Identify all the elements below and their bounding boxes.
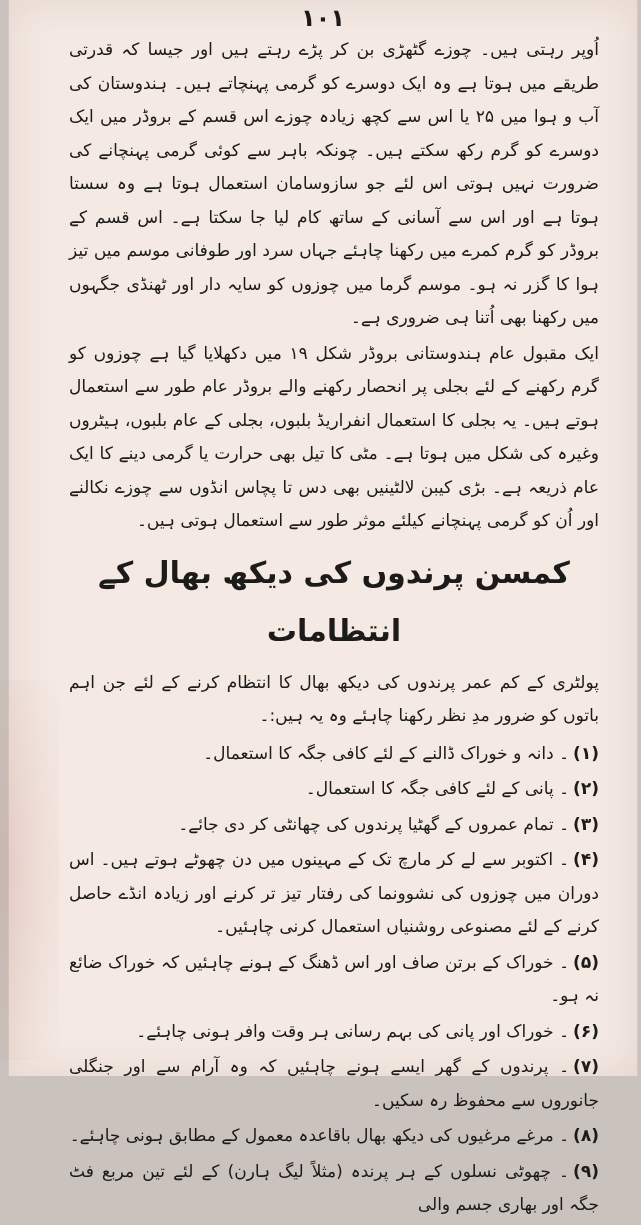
page-stain xyxy=(0,680,59,1060)
list-item xyxy=(69,844,599,945)
care-list xyxy=(69,738,599,1223)
list-item xyxy=(69,809,599,843)
list-item-number: (۹) xyxy=(573,1161,599,1182)
paragraph-brooder-heat: اُوپر رہتی ہیں۔ چوزے گٹھڑی بن کر پڑے رہتے ہیں اور جیسا کہ قدرتی طریقے میں ہوتا ہے وہ ایک دوسرے کو گرمی پہنچاتے ہیں۔ ہندوستان کی آب و ہوا میں ۲۵ یا اس سے کچھ زیادہ چوزے اس قسم کے بروڈر میں ایک دوسرے کو گرم رکھ سکتے ہیں۔ چونکہ باہر سے کوئی گرمی پہنچانے کی ضرورت نہیں ہوتی اس لئے جو سازوسامان استعمال ہوتا ہے وہ سستا ہوتا ہے اور اس سے آسانی کے ساتھ کام لیا جا سکتا ہے۔ اس قسم کے بروڈر کو گرم کمرے میں رکھنا چاہئے جہاں سرد اور طوفانی موسم میں تیز ہوا کا گزر نہ ہو۔ موسم گرما میں چوزوں کو سایہ دار اور ٹھنڈی جگہوں میں رکھنا بھی اُتنا ہی ضروری ہے۔ xyxy=(69,40,599,328)
list-item xyxy=(69,1051,599,1118)
list-item xyxy=(69,1120,599,1154)
book-page xyxy=(8,0,638,1215)
list-item-text: ۔ خوراک اور پانی کی بہم رسانی ہر وقت وافر ہونی چاہئے۔ xyxy=(136,1021,570,1042)
list-item-number: (۶) xyxy=(573,1021,599,1042)
paragraph-indian-brooder: ایک مقبول عام ہندوستانی بروڈر شکل ۱۹ میں دکھلایا گیا ہے چوزوں کو گرم رکھنے کے لئے بجلی پر انحصار رکھنے والے بروڈر عام طور سے استعمال ہوتے ہیں۔ یہ بجلی کا استعمال انفراریڈ بلبوں، بجلی کے عام بلبوں، ہیٹروں وغیرہ کی شکل میں ہوتا ہے۔ مٹی کا تیل بھی حرارت یا گرمی دینے کا ایک عام ذریعہ ہے۔ بڑی کیبن لالٹینیں بھی دس تا پچاس انڈوں سے چوزے نکالنے اور اُن کو گرمی پہنچانے کیلئے موثر طور سے استعمال ہوتی ہیں۔ xyxy=(69,343,599,531)
list-item-text: ۔ پرندوں کے گھر ایسے ہونے چاہئیں کہ وہ آرام سے اور جنگلی جانوروں سے محفوظ رہ سکیں۔ xyxy=(69,1057,599,1111)
section-intro: پولٹری کے کم عمر پرندوں کی دیکھ بھال کا انتظام کرنے کے لئے جن اہم باتوں کو ضرور مدِ نظر رکھنا چاہئے وہ یہ ہیں:۔ xyxy=(69,672,599,726)
list-item xyxy=(69,773,599,807)
list-item xyxy=(69,947,599,1014)
list-item xyxy=(69,738,599,772)
page-content xyxy=(69,34,599,1225)
list-item-text: ۔ اکتوبر سے لے کر مارچ تک کے مہینوں میں دن چھوٹے ہوتے ہیں۔ اس دوران میں چوزوں کی نشوونما کی رفتار تیز تر کرنے اور زیادہ انڈے حاصل کرنے کے لئے مصنوعی روشنیاں استعمال کرنی چاہئیں۔ xyxy=(69,850,599,937)
list-item-number: (۴) xyxy=(573,850,599,870)
list-item xyxy=(69,1156,599,1223)
list-item-number: (۸) xyxy=(573,1126,599,1146)
list-item-number: (۳) xyxy=(573,814,599,835)
page-number: ۱۰۱ xyxy=(301,4,345,32)
list-item xyxy=(69,1016,599,1050)
list-item-number: (۱) xyxy=(573,743,599,764)
list-item-text: ۔ چھوٹی نسلوں کے ہر پرندہ (مثلاً لیگ ہارن) کے لئے تین مربع فٹ جگہ اور بھاری جسم والی xyxy=(69,1161,599,1215)
list-item-text: ۔ مرغے مرغیوں کی دیکھ بھال باقاعدہ معمول کے مطابق ہونی چاہئے۔ xyxy=(69,1126,570,1146)
list-item-number: (۲) xyxy=(573,779,599,799)
section-heading: کمسن پرندوں کی دیکھ بھال کے انتظامات xyxy=(98,555,570,649)
list-item-number: (۷) xyxy=(573,1057,599,1077)
list-item-text: ۔ پانی کے لئے کافی جگہ کا استعمال۔ xyxy=(305,779,570,799)
list-item-number: (۵) xyxy=(573,952,599,973)
list-item-text: ۔ دانہ و خوراک ڈالنے کے لئے کافی جگہ کا استعمال۔ xyxy=(203,743,570,764)
list-item-text: ۔ تمام عمروں کے گھٹیا پرندوں کی چھانٹی کر دی جائے۔ xyxy=(178,814,570,835)
list-item-text: ۔ خوراک کے برتن صاف اور اس ڈھنگ کے ہونے چاہئیں کہ خوراک ضائع نہ ہو۔ xyxy=(69,952,599,1006)
